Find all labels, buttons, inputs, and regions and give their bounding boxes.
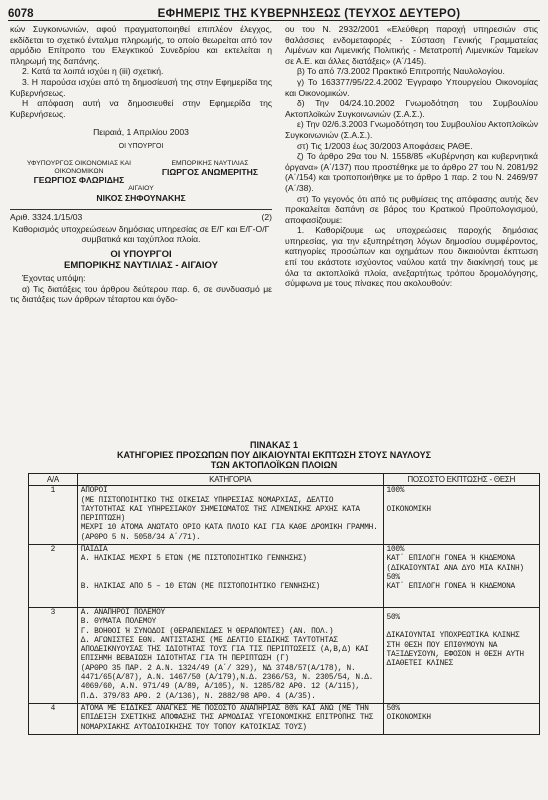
signature-1	[24, 160, 134, 184]
page-number: 6078	[8, 8, 34, 20]
column-header-discount: ΠΟΣΟΣΤΟ ΕΚΠΤΩΣΗΣ - ΘΕΣΗ	[383, 474, 539, 486]
row-number: 2	[29, 545, 78, 608]
category-line: Α. ΑΝΑΠΗΡΟΙ ΠΟΛΕΜΟΥ	[80, 608, 165, 617]
category-line: (ΑΡΘΡΟ 5 Ν. 5058/34 Α΄/71).	[80, 533, 201, 542]
table-row	[29, 545, 540, 608]
category-line: (ΑΡΘΡΟ 35 ΠΑΡ. 2 Α.Ν. 1324/49 (Α΄/ 329), ΝΔ 3748/57(Α/178), Ν. 4471/65(Α/87), Α.Ν. 1467/50 (Α/179),Ν.Δ. 2366/53, Ν. 2305/54, Ν.Δ. 4069/60, Α.Ν. 971/49 (Α/89, Α/105), Ν. 1285/82 ΑΡΘ. 12 (Α/115), Π.Δ. 379/83 ΑΡΘ. 2 (Α/136), Ν. 2882/98 ΑΡΘ. 4 (Α/35).	[80, 664, 374, 701]
table-row	[29, 607, 540, 703]
having-regard: Έχοντας υπόψη:	[22, 273, 86, 284]
signature-2-role: ΕΜΠΟΡΙΚΗΣ ΝΑΥΤΙΛΙΑΣ	[171, 159, 249, 167]
column-header-category: ΚΑΤΗΓΟΡΙΑ	[77, 474, 383, 486]
row-number: 1	[29, 486, 78, 545]
table-row	[29, 703, 540, 734]
category-line: ΑΠΟΡΟΙ	[80, 487, 108, 496]
column-header-aa: Α/Α	[29, 474, 78, 486]
ministers-heading-2: ΟΙ ΥΠΟΥΡΓΟΙ	[110, 248, 172, 260]
ministries-heading: ΕΜΠΟΡΙΚΗΣ ΝΑΥΤΙΛΙΑΣ - ΑΙΓΑΙΟΥ	[64, 259, 218, 271]
discount-percent: 50%	[386, 573, 400, 582]
gazette-title: ΕΦΗΜΕΡΙΣ ΤΗΣ ΚΥΒΕΡΝΗΣΕΩΣ (ΤΕΥΧΟΣ ΔΕΥΤΕΡΟ)	[157, 8, 461, 20]
discount-percent: 50%	[386, 704, 400, 713]
category-cell	[77, 545, 383, 608]
decision-subject: Καθορισμός υποχρεώσεων δημόσιας υπηρεσίας σε Ε/Γ και Ε/Γ-Ο/Γ συμβατικά και ταχύπλοα πλοία.	[12, 223, 270, 245]
category-cell	[77, 703, 383, 734]
category-line: Γ. ΒΟΗΘΟΙ Ή ΣΥΝΟΔΟΙ (ΘΕΡΑΠΕΝΙΔΕΣ Ή ΘΕΡΑΠΟΝΤΕΣ) (ΑΝ. ΠΟΛ.)	[80, 627, 334, 636]
discount-class: ΚΑΤ΄ ΕΠΙΛΟΓΗ ΓΟΝΕΑ Ή ΚΗΔΕΜΟΝΑ	[386, 583, 515, 592]
signature-2-name: ΓΙΩΡΓΟΣ ΑΝΩΜΕΡΙΤΗΣ	[161, 166, 259, 177]
signatures-row	[10, 160, 272, 184]
item-a: α) Τις διατάξεις του άρθρου δεύτερου παρ. 6, σε συνδυασμό με τις διατάξεις των άρθρων τέταρτου και όγδο-	[10, 283, 272, 305]
signature-3-role: ΑΙΓΑΙΟΥ	[128, 184, 154, 192]
discount-percent: 100%	[386, 487, 405, 496]
right-paragraph-3: γ) Το 163377/95/22.4.2002 Έγγραφο Υπουργείου Οικονομίας και Οικονομικών.	[285, 76, 538, 98]
right-paragraph-4: δ) Την 04/24.10.2002 Γνωμοδότηση του Συμβουλίου Ακτοπλοϊκών Συγκοινωνιών (Σ.Α.Σ.).	[285, 98, 538, 119]
discount-table	[28, 473, 540, 735]
table-title	[60, 440, 488, 470]
table-header-row	[29, 474, 540, 486]
category-line: ΑΤΟΜΑ ΜΕ ΕΙΔΙΚΕΣ ΑΝΑΓΚΕΣ ΜΕ ΠΟΣΟΣΤΟ ΑΝΑΠΗΡΙΑΣ 80% ΚΑΙ ΑΝΩ (ΜΕ ΤΗΝ ΕΠΙΔΕΙΞΗ ΣΧΕΤΙΚΗΣ ΑΠΟΦΑΣΗΣ ΤΗΣ ΑΡΜΟΔΙΑΣ ΥΓΕΙΟΝΟΜΙΚΗΣ ΕΠΙΤΡΟΠΗΣ ΤΗΣ ΝΟΜΑΡΧΙΑΚΗΣ ΑΥΤΟΔΙΟΙΚΗΣΗΣ ΤΟΥ ΤΟΠΟΥ ΚΑΤΟΙΚΙΑΣ ΤΟΥΣ)	[80, 704, 374, 732]
signature-1-name: ΓΕΩΡΓΙΟΣ ΦΛΩΡΙΔΗΣ	[33, 174, 125, 185]
discount-class: ΔΙΚΑΙΟΥΝΤΑΙ ΥΠΟΧΡΕΩΤΙΚΑ ΚΛΙΝΗΣ ΣΤΗ ΘΕΣΗ ΠΟΥ ΕΠΙΘΥΜΟΥΝ ΝΑ ΤΑΞΙΔΕΥΣΟΥΝ, ΕΦΟΣΟΝ Η ΘΕΣΗ ΑΥΤΗ ΔΙΑΘΕΤΕΙ ΚΛΙΝΕΣ	[386, 632, 524, 669]
category-line: ΜΕΧΡΙ 10 ΑΤΟΜΑ ΑΝΩΤΑΤΟ ΟΡΙΟ ΚΑΤΑ ΠΛΟΙΟ ΚΑΙ ΓΙΑ ΚΑΘΕ ΔΡΟΜΙΚΗ ΓΡΑΜΜΗ.	[80, 524, 378, 533]
right-paragraph-7: ζ) Το άρθρο 29α του Ν. 1558/85 «Κυβέρνηση και κυβερνητικά όργανα» (Α΄/137) που προστέθηκε με το άρθρο 27 του Ν. 2081/92 (Α΄/154) και τροποποιήθηκε με το άρθρο 1 παρ. 2 του Ν. 2469/97 (Α΄/38).	[285, 151, 538, 193]
category-line: Β. ΘΥΜΑΤΑ ΠΟΛΕΜΟΥ	[80, 618, 157, 627]
intro-paragraph: κών Συγκοινωνιών, αφού πραγματοποιηθεί επιπλέον έλεγχος, εκδίδεται το σχετικό ένταλμα πληρωμής, το οποίο θεωρείται από τον αρμόδιο Επίτροπο του Ελεγκτικού Συνεδρίου και εκτελείται η πληρωμή της δαπάνης.	[10, 24, 272, 66]
table-title-line-1: ΠΙΝΑΚΑΣ 1	[250, 440, 298, 450]
discount-cell	[383, 486, 539, 545]
discount-class: ΟΙΚΟΝΟΜΙΚΗ	[386, 714, 431, 723]
discount-class: ΟΙΚΟΝΟΜΙΚΗ	[386, 505, 431, 514]
right-paragraph-8: στ) Το γεγονός ότι από τις ρυθμίσεις της απόφασης αυτής δεν προκαλείται δαπάνη σε βάρος του Κρατικού Προϋπολογισμού, αποφασίζουμε:	[285, 193, 538, 225]
category-cell	[77, 607, 383, 703]
category-line: Δ. ΑΓΩΝΙΣΤΕΣ ΕΘΝ. ΑΝΤΙΣΤΑΣΗΣ (ΜΕ ΔΕΛΤΙΟ ΕΙΔΙΚΗΣ ΤΑΥΤΟΤΗΤΑΣ ΑΠΟΔΕΙΚΝΥΟΥΣΑΣ ΤΗΣ ΙΔΙΟΤΗΤΑΣ ΤΟΥΣ ΓΙΑ ΤΙΣ ΠΕΡΙΠΤΩΣΕΙΣ (Α,Β,Δ) ΚΑΙ ΕΠΙΣΗΜΗ ΒΕΒΑΙΩΣΗ ΙΔΙΟΤΗΤΑΣ ΓΙΑ ΤΗ ΠΕΡΙΠΤΩΣΗ (Γ)	[80, 636, 369, 664]
discount-percent: 100%	[386, 546, 405, 555]
right-paragraph-1: ου του Ν. 2932/2001 «Ελεύθερη παροχή υπηρεσιών στις θαλάσσιες ενδομεταφορές - Σύσταση Γενικής Γραμματείας Λιμένων και Λιμενικής Πολιτικής - Μετατροπή Λιμενικών Ταμείων σε Α.Ε. και άλλες διατάξεις» (Α΄/145).	[285, 24, 538, 66]
category-line: (ΜΕ ΠΙΣΤΟΠΟΙΗΤΙΚΟ ΤΗΣ ΟΙΚΕΙΑΣ ΥΠΗΡΕΣΙΑΣ ΝΟΜΑΡΧΙΑΣ, ΔΕΛΤΙΟ ΤΑΥΤΟΤΗΤΑΣ ΚΑΙ ΥΠΗΡΕΣΙΑΚΟΥ ΣΗΜΕΙΩΜΑΤΟΣ ΤΗΣ ΛΙΜΕΝΙΚΗΣ ΑΡΧΗΣ ΚΑΤΑ ΠΕΡΙΠΤΩΣΗ)	[80, 496, 360, 524]
left-column	[10, 24, 272, 305]
discount-cell	[383, 607, 539, 703]
publication-order: Η απόφαση αυτή να δημοσιευθεί στην Εφημερίδα της Κυβερνήσεως.	[10, 98, 272, 119]
category-line: Β. ΗΛΙΚΙΑΣ ΑΠΟ 5 – 10 ΕΤΩΝ (ΜΕ ΠΙΣΤΟΠΟΙΗΤΙΚΟ ΓΕΝΝΗΣΗΣ)	[80, 582, 320, 591]
right-paragraph-5: ε) Την 02/6.3.2003 Γνωμοδότηση του Συμβουλίου Ακτοπλοϊκών Συγκοινωνιών (Σ.Α.Σ.).	[285, 119, 538, 140]
right-paragraph-9: 1. Καθορίζουμε ως υποχρεώσεις παροχής δημόσιας υπηρεσίας, για την εξυπηρέτηση λόγων δημοσίου συμφέροντος, κατηγορίες προσώπων και οχημάτων που δικαιούνται έκπτωση επί του εκάστοτε ισχύοντος ναύλου κατά την διακίνησή τους με όλα τα ακτοπλοϊκά πλοία, ανεξαρτήτως τρόπου δρομολόγησης, σύμφωνα με τους πίνακες που ακολουθούν:	[285, 225, 538, 289]
discount-percent: 50%	[386, 613, 400, 622]
right-paragraph-2: β) Το από 7/3.2002 Πρακτικό Επιτροπής Ναυλολογίου.	[297, 66, 505, 77]
ministers-heading: ΟΙ ΥΠΟΥΡΓΟΙ	[118, 142, 164, 150]
discount-class: ΚΑΤ΄ ΕΠΙΛΟΓΗ ΓΟΝΕΑ Ή ΚΗΔΕΜΟΝΑ (ΔΙΚΑΙΟΥΝΤΑΙ ΑΝΑ ΔΥΟ ΜΙΑ ΚΛΙΝΗ)	[386, 555, 524, 573]
paragraph-2: 2. Κατά τα λοιπά ισχύει η (iii) σχετική.	[22, 66, 164, 77]
category-line: ΠΑΙΔΙΑ	[80, 546, 108, 555]
row-number: 3	[29, 607, 78, 703]
right-paragraph-6: στ) Τις 1/2003 έως 30/2003 Αποφάσεις ΡΑΘΕ.	[297, 140, 473, 151]
table-title-line-3: ΤΩΝ ΑΚΤΟΠΛΟΪΚΩΝ ΠΛΟΙΩΝ	[210, 460, 338, 470]
discount-cell	[383, 703, 539, 734]
category-line: Α. ΗΛΙΚΙΑΣ ΜΕΧΡΙ 5 ΕΤΩΝ (ΜΕ ΠΙΣΤΟΠΟΙΗΤΙΚΟ ΓΕΝΝΗΣΗΣ)	[80, 555, 307, 564]
reference-index: (2)	[261, 212, 272, 223]
discount-cell	[383, 545, 539, 608]
table-row	[29, 486, 540, 545]
signature-3-name: ΝΙΚΟΣ ΣΗΦΟΥΝΑΚΗΣ	[96, 192, 186, 203]
table-title-line-2: ΚΑΤΗΓΟΡΙΕΣ ΠΡΟΣΩΠΩΝ ΠΟΥ ΔΙΚΑΙΟΥΝΤΑΙ ΕΚΠΤΩΣΗ ΣΤΟΥΣ ΝΑΥΛΟΥΣ	[117, 450, 431, 460]
row-number: 4	[29, 703, 78, 734]
date-place: Πειραιά, 1 Απριλίου 2003	[93, 127, 189, 138]
right-column	[285, 24, 538, 289]
paragraph-3: 3. Η παρούσα ισχύει από τη δημοσίευσή της στην Εφημερίδα της Κυβερνήσεως.	[10, 76, 272, 98]
category-cell	[77, 486, 383, 545]
page-header	[8, 3, 540, 21]
signature-1-role: ΥΦΥΠΟΥΡΓΟΣ ΟΙΚΟΝΟΜΙΑΣ ΚΑΙ ΟΙΚΟΝΟΜΙΚΩΝ	[26, 159, 132, 175]
decision-reference	[10, 209, 272, 223]
reference-number: Αριθ. 3324.1/15/03	[10, 212, 83, 223]
signature-2	[162, 160, 258, 184]
